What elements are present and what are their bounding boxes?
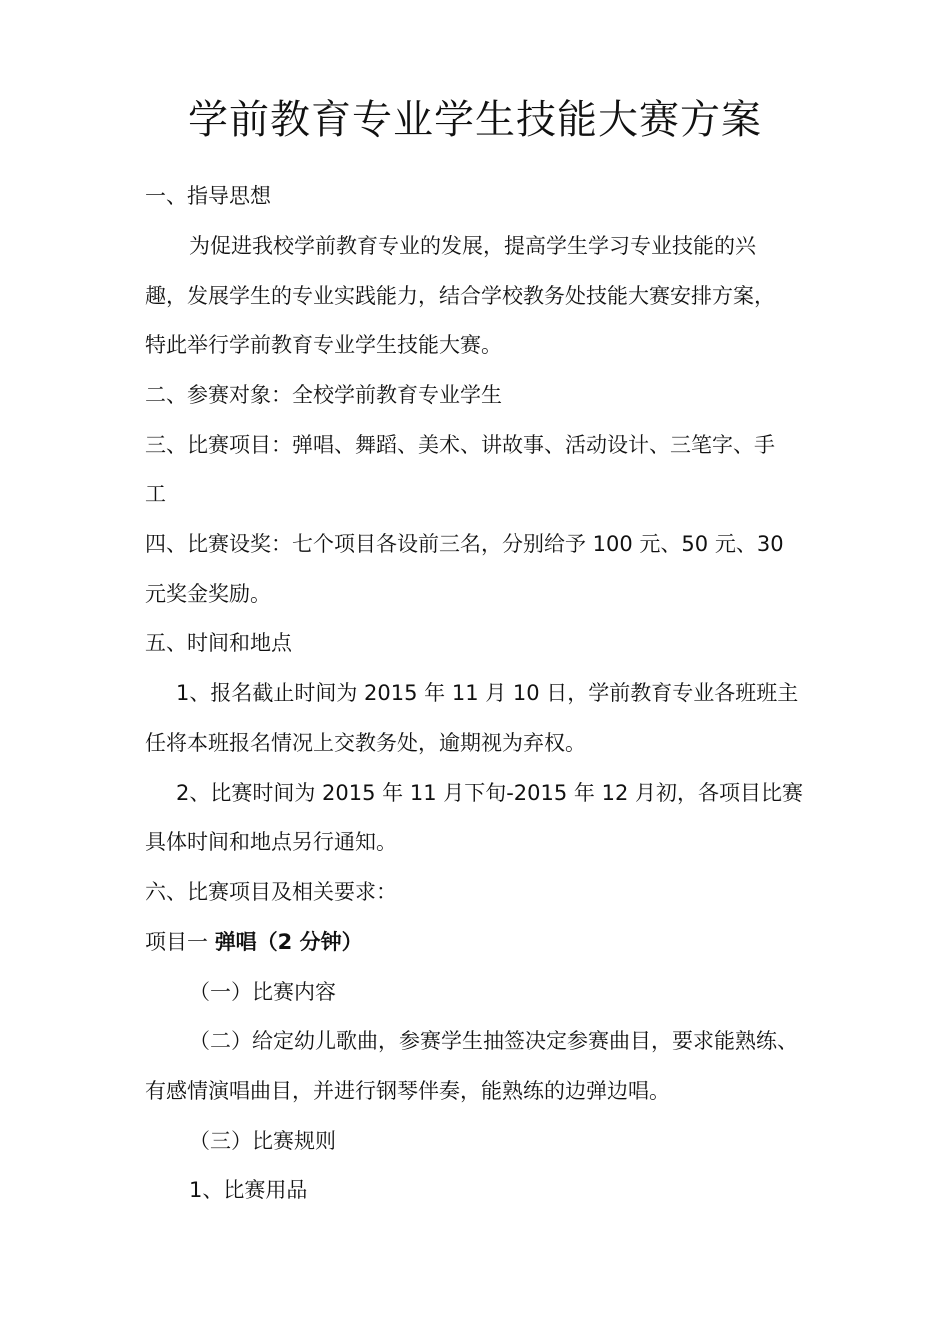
section-heading: 五、时间和地点 [145, 631, 292, 655]
paragraph-line: 具体时间和地点另行通知。 [145, 830, 397, 854]
paragraph-line: 特此举行学前教育专业学生技能大赛。 [145, 333, 502, 357]
section-heading: 六、比赛项目及相关要求： [145, 880, 397, 904]
section-heading: 三、比赛项目：弹唱、舞蹈、美术、讲故事、活动设计、三笔字、手 [145, 433, 775, 457]
subsection-heading: （一）比赛内容 [189, 980, 336, 1004]
subsection-heading: （三）比赛规则 [189, 1129, 336, 1153]
section-heading: 四、比赛设奖：七个项目各设前三名，分别给予 100 元、50 元、30 [145, 532, 784, 556]
paragraph-line: 为促进我校学前教育专业的发展，提高学生学习专业技能的兴 [189, 234, 756, 258]
section-heading: 二、参赛对象：全校学前教育专业学生 [145, 383, 502, 407]
list-item: 1、报名截止时间为 2015 年 11 月 10 日，学前教育专业各班班主 [176, 681, 799, 705]
project-heading [145, 927, 835, 957]
list-item: 2、比赛时间为 2015 年 11 月下旬-2015 年 12 月初，各项目比赛 [176, 781, 803, 805]
section-heading: 一、指导思想 [145, 184, 271, 208]
paragraph-line: 元奖金奖励。 [145, 582, 271, 606]
document-title: 学前教育专业学生技能大赛方案 [188, 97, 762, 143]
list-item: 1、比赛用品 [189, 1178, 308, 1202]
paragraph-line: 有感情演唱曲目，并进行钢琴伴奏，能熟练的边弹边唱。 [145, 1079, 670, 1103]
paragraph-line: 趣，发展学生的专业实践能力，结合学校教务处技能大赛安排方案， [145, 284, 775, 308]
paragraph-line: 任将本班报名情况上交教务处，逾期视为弃权。 [145, 731, 586, 755]
project-prefix: 项目一 [145, 930, 215, 954]
project-name: 弹唱（2 分钟） [214, 930, 363, 954]
paragraph-line: 工 [145, 482, 166, 506]
paragraph-line: （二）给定幼儿歌曲，参赛学生抽签决定参赛曲目，要求能熟练、 [189, 1029, 798, 1053]
